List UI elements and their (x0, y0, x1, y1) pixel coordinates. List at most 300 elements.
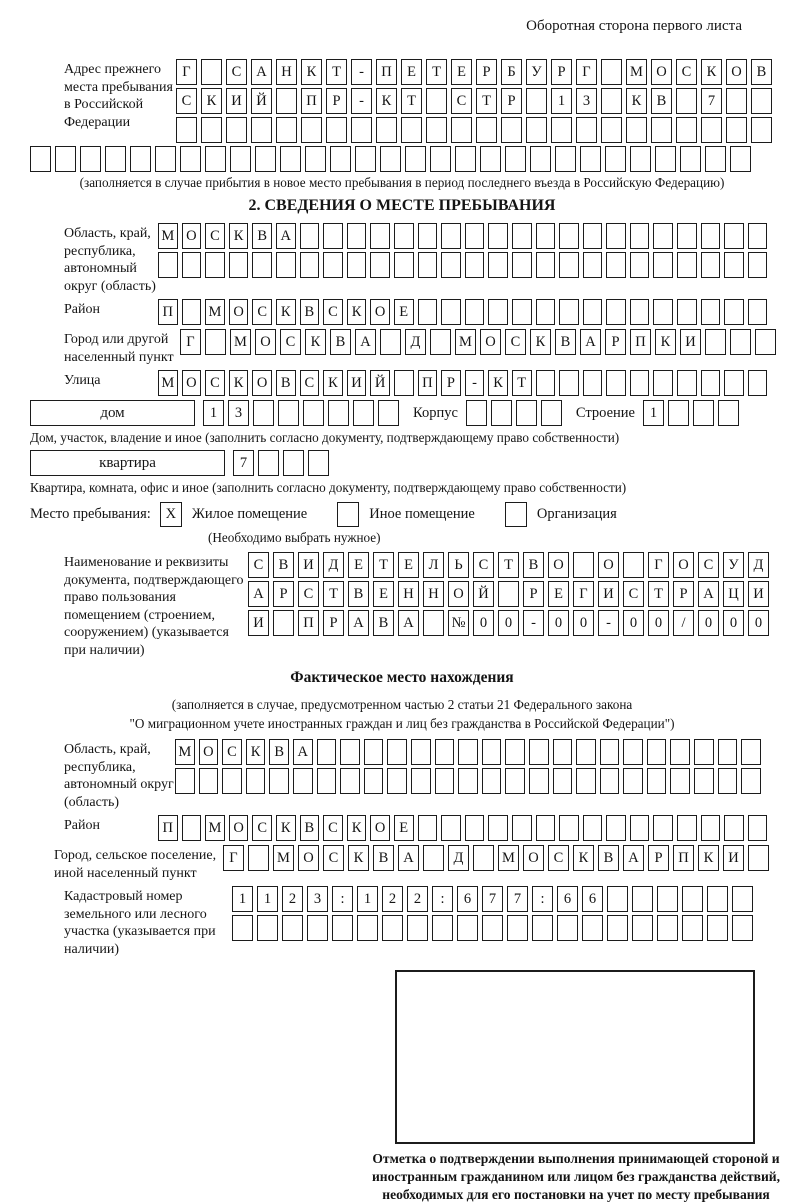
char-cell[interactable] (512, 252, 532, 278)
char-cell[interactable]: Е (451, 59, 472, 85)
char-cell[interactable]: Р (323, 610, 344, 636)
char-cell[interactable] (573, 552, 594, 578)
char-cell[interactable] (748, 370, 768, 396)
char-cell[interactable] (248, 845, 269, 871)
char-cell[interactable]: М (273, 845, 294, 871)
char-cell[interactable]: О (199, 739, 219, 765)
char-cell[interactable] (457, 915, 478, 941)
char-cell[interactable]: И (598, 581, 619, 607)
char-cell[interactable]: П (301, 88, 322, 114)
char-cell[interactable] (357, 915, 378, 941)
char-cell[interactable] (199, 768, 219, 794)
char-cell[interactable] (630, 815, 650, 841)
char-cell[interactable] (580, 146, 601, 172)
char-cell[interactable]: П (158, 299, 178, 325)
char-cell[interactable] (512, 299, 532, 325)
char-cell[interactable]: 0 (548, 610, 569, 636)
char-cell[interactable]: Г (576, 59, 597, 85)
char-cell[interactable] (559, 252, 579, 278)
char-cell[interactable] (418, 299, 438, 325)
char-cell[interactable] (748, 815, 768, 841)
char-cell[interactable]: 0 (623, 610, 644, 636)
char-cell[interactable] (378, 400, 399, 426)
char-cell[interactable] (724, 815, 744, 841)
char-cell[interactable]: 3 (576, 88, 597, 114)
char-cell[interactable] (707, 886, 728, 912)
char-cell[interactable]: С (248, 552, 269, 578)
char-cell[interactable] (623, 552, 644, 578)
char-cell[interactable] (529, 768, 549, 794)
char-cell[interactable]: С (222, 739, 242, 765)
char-cell[interactable] (351, 117, 372, 143)
char-cell[interactable] (693, 400, 714, 426)
char-cell[interactable]: М (455, 329, 476, 355)
char-cell[interactable] (376, 117, 397, 143)
char-cell[interactable]: К (698, 845, 719, 871)
char-cell[interactable]: Й (370, 370, 390, 396)
stay-type-checkbox-organization[interactable] (505, 502, 527, 527)
char-cell[interactable] (423, 845, 444, 871)
char-cell[interactable] (653, 252, 673, 278)
char-cell[interactable]: 6 (557, 886, 578, 912)
char-cell[interactable]: Т (373, 552, 394, 578)
char-cell[interactable]: О (548, 552, 569, 578)
char-cell[interactable] (246, 768, 266, 794)
char-cell[interactable] (583, 252, 603, 278)
char-cell[interactable]: К (201, 88, 222, 114)
char-cell[interactable] (670, 768, 690, 794)
char-cell[interactable] (347, 252, 367, 278)
char-cell[interactable] (326, 117, 347, 143)
char-cell[interactable]: Г (648, 552, 669, 578)
char-cell[interactable]: Т (426, 59, 447, 85)
char-cell[interactable]: С (473, 552, 494, 578)
char-cell[interactable] (653, 223, 673, 249)
char-cell[interactable]: О (370, 299, 390, 325)
char-cell[interactable] (488, 252, 508, 278)
char-cell[interactable] (282, 915, 303, 941)
char-cell[interactable] (623, 768, 643, 794)
char-cell[interactable]: О (370, 815, 390, 841)
char-cell[interactable] (553, 768, 573, 794)
char-cell[interactable]: 7 (233, 450, 254, 476)
char-cell[interactable]: Г (180, 329, 201, 355)
char-cell[interactable] (623, 739, 643, 765)
char-cell[interactable]: В (348, 581, 369, 607)
char-cell[interactable] (536, 815, 556, 841)
char-cell[interactable]: А (355, 329, 376, 355)
char-cell[interactable]: И (723, 845, 744, 871)
char-cell[interactable]: О (255, 329, 276, 355)
char-cell[interactable] (718, 739, 738, 765)
char-cell[interactable]: Т (323, 581, 344, 607)
char-cell[interactable]: Р (673, 581, 694, 607)
char-cell[interactable] (701, 252, 721, 278)
char-cell[interactable] (607, 886, 628, 912)
char-cell[interactable] (632, 915, 653, 941)
char-cell[interactable] (657, 915, 678, 941)
char-cell[interactable] (482, 768, 502, 794)
char-cell[interactable]: И (347, 370, 367, 396)
char-cell[interactable] (600, 739, 620, 765)
char-cell[interactable] (432, 915, 453, 941)
char-cell[interactable]: - (598, 610, 619, 636)
char-cell[interactable]: Г (223, 845, 244, 871)
char-cell[interactable] (80, 146, 101, 172)
char-cell[interactable] (576, 117, 597, 143)
char-cell[interactable]: 0 (698, 610, 719, 636)
char-cell[interactable] (583, 815, 603, 841)
char-cell[interactable] (630, 370, 650, 396)
char-cell[interactable] (411, 739, 431, 765)
char-cell[interactable] (451, 117, 472, 143)
char-cell[interactable] (435, 739, 455, 765)
char-cell[interactable]: О (182, 370, 202, 396)
char-cell[interactable] (516, 400, 537, 426)
char-cell[interactable]: В (269, 739, 289, 765)
char-cell[interactable] (441, 252, 461, 278)
char-cell[interactable]: К (655, 329, 676, 355)
char-cell[interactable]: 3 (307, 886, 328, 912)
char-cell[interactable] (559, 299, 579, 325)
char-cell[interactable]: В (373, 845, 394, 871)
char-cell[interactable] (701, 117, 722, 143)
char-cell[interactable] (677, 299, 697, 325)
char-cell[interactable] (182, 299, 202, 325)
char-cell[interactable]: 7 (482, 886, 503, 912)
char-cell[interactable] (707, 915, 728, 941)
char-cell[interactable] (582, 915, 603, 941)
char-cell[interactable]: И (680, 329, 701, 355)
char-cell[interactable] (273, 610, 294, 636)
char-cell[interactable]: Д (323, 552, 344, 578)
char-cell[interactable]: С (300, 370, 320, 396)
char-cell[interactable]: Р (523, 581, 544, 607)
char-cell[interactable] (480, 146, 501, 172)
char-cell[interactable] (730, 146, 751, 172)
char-cell[interactable] (130, 146, 151, 172)
char-cell[interactable] (694, 768, 714, 794)
char-cell[interactable]: 0 (573, 610, 594, 636)
char-cell[interactable] (583, 370, 603, 396)
char-cell[interactable] (606, 370, 626, 396)
char-cell[interactable] (748, 252, 768, 278)
char-cell[interactable] (387, 739, 407, 765)
char-cell[interactable] (601, 117, 622, 143)
char-cell[interactable] (405, 146, 426, 172)
char-cell[interactable] (491, 400, 512, 426)
char-cell[interactable] (505, 768, 525, 794)
char-cell[interactable] (370, 223, 390, 249)
char-cell[interactable] (364, 768, 384, 794)
char-cell[interactable] (364, 739, 384, 765)
char-cell[interactable]: С (205, 370, 225, 396)
char-cell[interactable]: С (323, 845, 344, 871)
char-cell[interactable] (394, 252, 414, 278)
char-cell[interactable] (205, 329, 226, 355)
char-cell[interactable] (677, 370, 697, 396)
char-cell[interactable]: Р (441, 370, 461, 396)
char-cell[interactable]: 0 (473, 610, 494, 636)
char-cell[interactable] (553, 739, 573, 765)
char-cell[interactable] (536, 299, 556, 325)
char-cell[interactable] (328, 400, 349, 426)
char-cell[interactable] (606, 815, 626, 841)
char-cell[interactable] (301, 117, 322, 143)
char-cell[interactable] (653, 815, 673, 841)
char-cell[interactable] (705, 146, 726, 172)
char-cell[interactable]: У (723, 552, 744, 578)
char-cell[interactable] (680, 146, 701, 172)
char-cell[interactable] (670, 739, 690, 765)
char-cell[interactable] (175, 768, 195, 794)
char-cell[interactable]: В (330, 329, 351, 355)
char-cell[interactable]: В (523, 552, 544, 578)
char-cell[interactable] (701, 299, 721, 325)
char-cell[interactable]: К (323, 370, 343, 396)
char-cell[interactable]: 2 (407, 886, 428, 912)
char-cell[interactable]: : (332, 886, 353, 912)
char-cell[interactable]: С (280, 329, 301, 355)
char-cell[interactable]: Е (394, 815, 414, 841)
char-cell[interactable] (340, 739, 360, 765)
char-cell[interactable]: А (348, 610, 369, 636)
char-cell[interactable] (677, 223, 697, 249)
char-cell[interactable]: О (523, 845, 544, 871)
char-cell[interactable]: Е (401, 59, 422, 85)
char-cell[interactable] (748, 845, 769, 871)
char-cell[interactable]: 0 (498, 610, 519, 636)
char-cell[interactable]: 2 (282, 886, 303, 912)
char-cell[interactable] (455, 146, 476, 172)
char-cell[interactable]: Т (401, 88, 422, 114)
char-cell[interactable] (466, 400, 487, 426)
char-cell[interactable]: Г (573, 581, 594, 607)
char-cell[interactable]: К (573, 845, 594, 871)
char-cell[interactable]: Т (648, 581, 669, 607)
char-cell[interactable] (253, 400, 274, 426)
char-cell[interactable] (488, 299, 508, 325)
char-cell[interactable] (630, 299, 650, 325)
char-cell[interactable]: Д (748, 552, 769, 578)
char-cell[interactable]: Р (648, 845, 669, 871)
char-cell[interactable]: 7 (507, 886, 528, 912)
char-cell[interactable]: О (252, 370, 272, 396)
char-cell[interactable] (532, 915, 553, 941)
char-cell[interactable]: 3 (228, 400, 249, 426)
char-cell[interactable]: И (748, 581, 769, 607)
char-cell[interactable]: М (175, 739, 195, 765)
char-cell[interactable] (605, 146, 626, 172)
char-cell[interactable]: Т (498, 552, 519, 578)
char-cell[interactable]: О (229, 299, 249, 325)
char-cell[interactable]: В (300, 815, 320, 841)
char-cell[interactable]: П (158, 815, 178, 841)
char-cell[interactable] (293, 768, 313, 794)
char-cell[interactable] (512, 815, 532, 841)
char-cell[interactable] (430, 329, 451, 355)
char-cell[interactable] (276, 88, 297, 114)
char-cell[interactable] (559, 223, 579, 249)
char-cell[interactable]: 1 (551, 88, 572, 114)
char-cell[interactable]: К (229, 370, 249, 396)
char-cell[interactable] (317, 739, 337, 765)
char-cell[interactable] (465, 299, 485, 325)
char-cell[interactable]: - (465, 370, 485, 396)
char-cell[interactable]: К (229, 223, 249, 249)
char-cell[interactable] (701, 223, 721, 249)
char-cell[interactable] (482, 739, 502, 765)
char-cell[interactable]: О (651, 59, 672, 85)
char-cell[interactable]: К (305, 329, 326, 355)
char-cell[interactable] (676, 117, 697, 143)
char-cell[interactable] (394, 223, 414, 249)
char-cell[interactable] (755, 329, 776, 355)
char-cell[interactable]: - (351, 59, 372, 85)
char-cell[interactable] (176, 117, 197, 143)
char-cell[interactable]: М (205, 299, 225, 325)
char-cell[interactable]: А (623, 845, 644, 871)
char-cell[interactable]: 6 (457, 886, 478, 912)
char-cell[interactable]: М (205, 815, 225, 841)
char-cell[interactable]: 0 (748, 610, 769, 636)
char-cell[interactable]: О (480, 329, 501, 355)
char-cell[interactable]: П (418, 370, 438, 396)
char-cell[interactable] (426, 88, 447, 114)
char-cell[interactable]: М (158, 370, 178, 396)
char-cell[interactable] (303, 400, 324, 426)
char-cell[interactable] (751, 117, 772, 143)
char-cell[interactable] (205, 252, 225, 278)
char-cell[interactable] (482, 915, 503, 941)
char-cell[interactable]: К (626, 88, 647, 114)
char-cell[interactable]: А (251, 59, 272, 85)
char-cell[interactable]: П (630, 329, 651, 355)
char-cell[interactable] (576, 768, 596, 794)
char-cell[interactable] (507, 915, 528, 941)
char-cell[interactable] (401, 117, 422, 143)
char-cell[interactable]: М (230, 329, 251, 355)
char-cell[interactable] (505, 739, 525, 765)
char-cell[interactable]: С (548, 845, 569, 871)
char-cell[interactable] (276, 252, 296, 278)
stay-type-checkbox-other[interactable] (337, 502, 359, 527)
char-cell[interactable] (512, 223, 532, 249)
char-cell[interactable]: 1 (257, 886, 278, 912)
char-cell[interactable] (280, 146, 301, 172)
char-cell[interactable] (630, 252, 650, 278)
char-cell[interactable]: Ц (723, 581, 744, 607)
char-cell[interactable]: К (347, 815, 367, 841)
char-cell[interactable]: О (229, 815, 249, 841)
char-cell[interactable]: Т (476, 88, 497, 114)
char-cell[interactable] (308, 450, 329, 476)
char-cell[interactable] (536, 223, 556, 249)
char-cell[interactable]: С (323, 299, 343, 325)
char-cell[interactable] (458, 768, 478, 794)
char-cell[interactable] (626, 117, 647, 143)
char-cell[interactable] (732, 915, 753, 941)
char-cell[interactable]: 1 (232, 886, 253, 912)
char-cell[interactable]: Г (176, 59, 197, 85)
char-cell[interactable] (258, 450, 279, 476)
char-cell[interactable]: С (451, 88, 472, 114)
char-cell[interactable] (222, 768, 242, 794)
char-cell[interactable]: Е (373, 581, 394, 607)
char-cell[interactable]: В (252, 223, 272, 249)
char-cell[interactable] (677, 815, 697, 841)
char-cell[interactable] (501, 117, 522, 143)
char-cell[interactable] (724, 223, 744, 249)
char-cell[interactable] (488, 815, 508, 841)
char-cell[interactable]: Л (423, 552, 444, 578)
char-cell[interactable] (529, 739, 549, 765)
char-cell[interactable] (555, 146, 576, 172)
char-cell[interactable]: М (158, 223, 178, 249)
char-cell[interactable]: А (293, 739, 313, 765)
char-cell[interactable]: А (248, 581, 269, 607)
char-cell[interactable]: В (273, 552, 294, 578)
char-cell[interactable] (647, 768, 667, 794)
char-cell[interactable] (323, 252, 343, 278)
char-cell[interactable] (465, 252, 485, 278)
char-cell[interactable] (730, 329, 751, 355)
char-cell[interactable] (382, 915, 403, 941)
char-cell[interactable]: А (580, 329, 601, 355)
char-cell[interactable] (201, 117, 222, 143)
char-cell[interactable] (559, 370, 579, 396)
char-cell[interactable]: Е (394, 299, 414, 325)
char-cell[interactable]: И (298, 552, 319, 578)
char-cell[interactable] (630, 223, 650, 249)
char-cell[interactable] (583, 223, 603, 249)
char-cell[interactable]: С (176, 88, 197, 114)
char-cell[interactable]: 6 (582, 886, 603, 912)
char-cell[interactable]: С (205, 223, 225, 249)
char-cell[interactable] (606, 252, 626, 278)
house-type-box[interactable]: дом (30, 400, 195, 426)
char-cell[interactable]: С (298, 581, 319, 607)
char-cell[interactable]: К (530, 329, 551, 355)
char-cell[interactable] (583, 299, 603, 325)
char-cell[interactable]: Д (405, 329, 426, 355)
char-cell[interactable] (232, 915, 253, 941)
char-cell[interactable]: : (532, 886, 553, 912)
char-cell[interactable]: С (676, 59, 697, 85)
char-cell[interactable] (630, 146, 651, 172)
char-cell[interactable]: К (347, 299, 367, 325)
char-cell[interactable]: О (673, 552, 694, 578)
char-cell[interactable]: Е (548, 581, 569, 607)
char-cell[interactable] (559, 815, 579, 841)
char-cell[interactable] (606, 299, 626, 325)
char-cell[interactable] (632, 886, 653, 912)
char-cell[interactable] (651, 117, 672, 143)
char-cell[interactable] (300, 252, 320, 278)
char-cell[interactable] (647, 739, 667, 765)
char-cell[interactable]: К (301, 59, 322, 85)
char-cell[interactable] (180, 146, 201, 172)
char-cell[interactable] (751, 88, 772, 114)
char-cell[interactable] (182, 815, 202, 841)
char-cell[interactable]: Е (398, 552, 419, 578)
char-cell[interactable]: М (498, 845, 519, 871)
char-cell[interactable] (718, 768, 738, 794)
char-cell[interactable] (380, 329, 401, 355)
char-cell[interactable]: Р (605, 329, 626, 355)
char-cell[interactable] (441, 299, 461, 325)
char-cell[interactable] (724, 299, 744, 325)
